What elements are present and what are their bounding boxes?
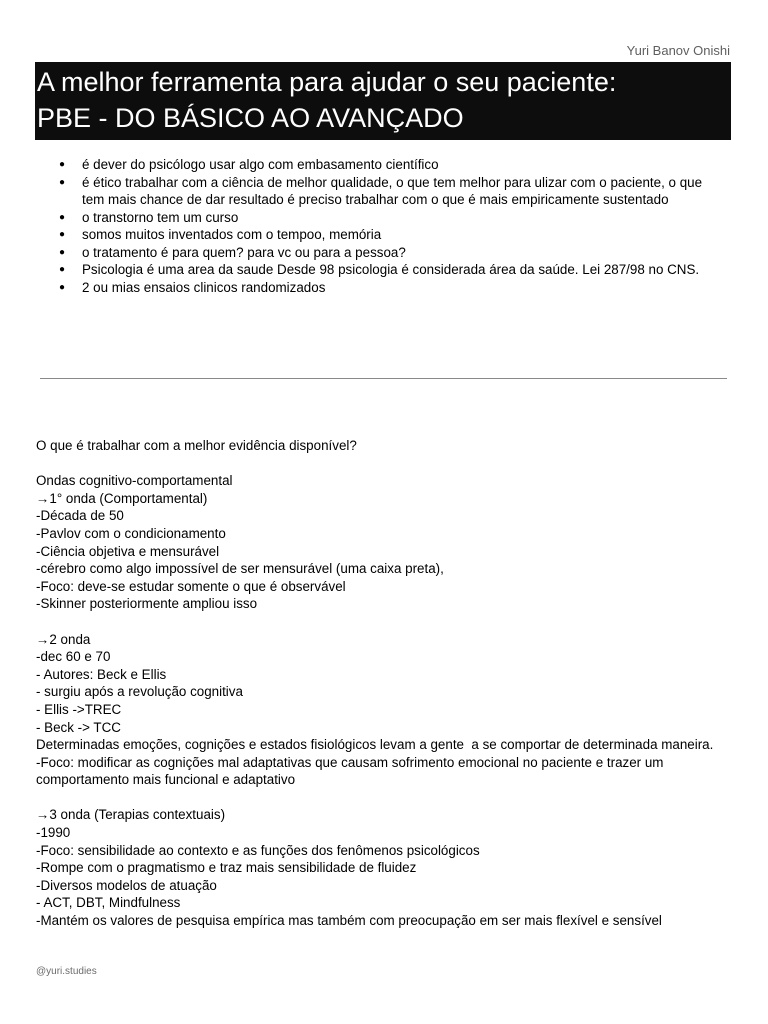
title-line-2: PBE - DO BÁSICO AO AVANÇADO — [37, 103, 464, 133]
title-banner — [35, 62, 731, 140]
wave-1-section — [36, 490, 726, 613]
footer-handle: @yuri.studies — [36, 966, 97, 977]
bullet-list — [82, 156, 722, 296]
wave-1-line: -Skinner posteriormente ampliou isso — [36, 596, 258, 612]
bullet-item: ● 2 ou mias ensaios clinicos randomizados — [82, 279, 722, 297]
wave-2-line: -dec 60 e 70 — [36, 649, 111, 665]
wave-3-line: -Mantém os valores de pesquisa empírica mas também com preocupação em ser mais flexível e sensível — [36, 913, 662, 929]
bullet-item: ● é dever do psicólogo usar algo com embasamento científico — [82, 156, 722, 174]
wave-1-line: -Pavlov com o condicionamento — [36, 525, 226, 541]
wave-1-line: -cérebro como algo impossível de ser mensurável (uma caixa preta), — [36, 561, 444, 577]
wave-3-line: -Diversos modelos de atuação — [36, 877, 217, 893]
bullet-item: ● é ético trabalhar com a ciência de melhor qualidade, o que tem melhor para ulizar com o paciente, o que tem mais chance de dar resultado é preciso trabalhar com o que é mais empiricamente sustentado — [82, 174, 722, 209]
wave-2-line: Determinadas emoções, cognições e estados fisiológicos levam a gente a se comportar de determinada maneira. — [36, 737, 714, 753]
wave-2-line: →2 onda — [36, 631, 91, 647]
wave-1-line: -Ciência objetiva e mensurável — [36, 543, 220, 559]
wave-3-line: -1990 — [36, 825, 71, 841]
wave-3-line: -Rompe com o pragmatismo e traz mais sensibilidade de fluidez — [36, 860, 417, 876]
title-line-1: A melhor ferramenta para ajudar o seu paciente: — [37, 67, 617, 97]
question-line: O que é trabalhar com a melhor evidência disponível? — [36, 438, 357, 453]
wave-3-line: - ACT, DBT, Mindfulness — [36, 895, 181, 911]
bullet-item: ● o tratamento é para quem? para vc ou para a pessoa? — [82, 244, 722, 262]
wave-2-line: - Ellis ->TREC — [36, 701, 122, 717]
wave-1-line: -Década de 50 — [36, 508, 124, 524]
bullet-item: ● Psicologia é uma area da saude Desde 98 psicologia é considerada área da saúde. Lei 287/98 no CNS. — [82, 261, 722, 279]
wave-2-line: - Autores: Beck e Ellis — [36, 666, 167, 682]
bullet-item: ● somos muitos inventados com o tempoo, memória — [82, 226, 722, 244]
bullet-item: ● o transtorno tem um curso — [82, 209, 722, 227]
wave-1-line: →1° onda (Comportamental) — [36, 490, 208, 506]
waves-heading: Ondas cognitivo-comportamental — [36, 473, 233, 489]
author-name: Yuri Banov Onishi — [626, 43, 730, 58]
wave-3-line: -Foco: sensibilidade ao contexto e as funções dos fenômenos psicológicos — [36, 842, 480, 858]
wave-3-line: →3 onda (Terapias contextuais) — [36, 807, 226, 823]
wave-2-section — [36, 631, 726, 789]
wave-3-section — [36, 806, 726, 929]
wave-2-line: - surgiu após a revolução cognitiva — [36, 684, 243, 700]
wave-2-line: - Beck -> TCC — [36, 719, 121, 735]
section-divider — [40, 378, 727, 379]
wave-1-line: -Foco: deve-se estudar somente o que é observável — [36, 578, 346, 594]
notes-body — [36, 437, 726, 930]
wave-2-line: -Foco: modificar as cognições mal adaptativas que causam sofrimento emocional no paciente e trazer um comportamento mais funcional e adaptativo — [36, 754, 668, 788]
